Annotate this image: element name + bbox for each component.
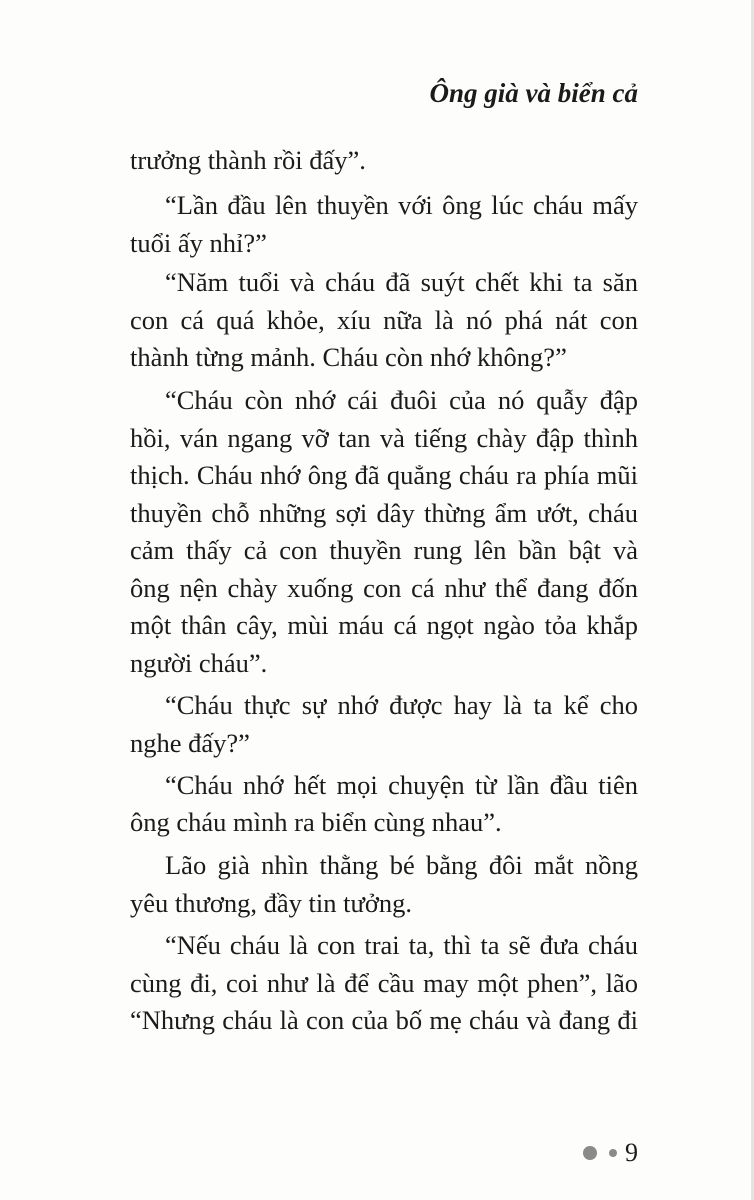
text-line: ông cháu mình ra biển cùng nhau”. (130, 807, 502, 837)
ornament-dot-small-icon (609, 1149, 617, 1157)
text-line: “Cháu nhớ hết mọi chuyện từ lần đầu tiên (165, 770, 638, 800)
text-line: ông nện chày xuống con cá như thể đang đốn (130, 573, 638, 603)
page-number: 9 (625, 1138, 638, 1167)
text-line: “Cháu còn nhớ cái đuôi của nó quẫy đập (165, 385, 638, 415)
text-line: thành từng mảnh. Cháu còn nhớ không?” (130, 342, 567, 372)
running-head: Ông già và biển cả (429, 78, 638, 108)
text-line: cùng đi, coi như là để cầu may một phen”, lão (130, 968, 638, 998)
text-line: yêu thương, đầy tin tưởng. (130, 888, 412, 918)
text-line: con cá quá khỏe, xíu nữa là nó phá nát con (130, 305, 638, 335)
text-line: “Nhưng cháu là con của bố mẹ cháu và đang đi (130, 1005, 638, 1035)
text-line: “Lần đầu lên thuyền với ông lúc cháu mấy (165, 190, 638, 220)
text-line: hồi, ván ngang vỡ tan và tiếng chày đập thình (130, 423, 638, 453)
text-line: “Năm tuổi và cháu đã suýt chết khi ta săn (165, 267, 638, 297)
text-line: “Nếu cháu là con trai ta, thì ta sẽ đưa cháu (165, 930, 638, 960)
text-line: thịch. Cháu nhớ ông đã quẳng cháu ra phía mũi (130, 460, 638, 490)
page-folio (583, 1138, 638, 1168)
text-line: người cháu”. (130, 648, 268, 678)
text-line: tuổi ấy nhỉ?” (130, 228, 267, 258)
text-line: nghe đấy?” (130, 728, 250, 758)
text-line: trưởng thành rồi đấy”. (130, 145, 366, 175)
text-line: cảm thấy cả con thuyền rung lên bần bật và (130, 535, 638, 565)
text-line: Lão già nhìn thằng bé bằng đôi mắt nồng (165, 850, 638, 880)
text-line: “Cháu thực sự nhớ được hay là ta kể cho (165, 690, 638, 720)
ornament-dot-large-icon (583, 1146, 597, 1160)
text-line: một thân cây, mùi máu cá ngọt ngào tỏa khắp (130, 610, 638, 640)
text-line: thuyền chỗ những sợi dây thừng ẩm ướt, cháu (130, 498, 638, 528)
